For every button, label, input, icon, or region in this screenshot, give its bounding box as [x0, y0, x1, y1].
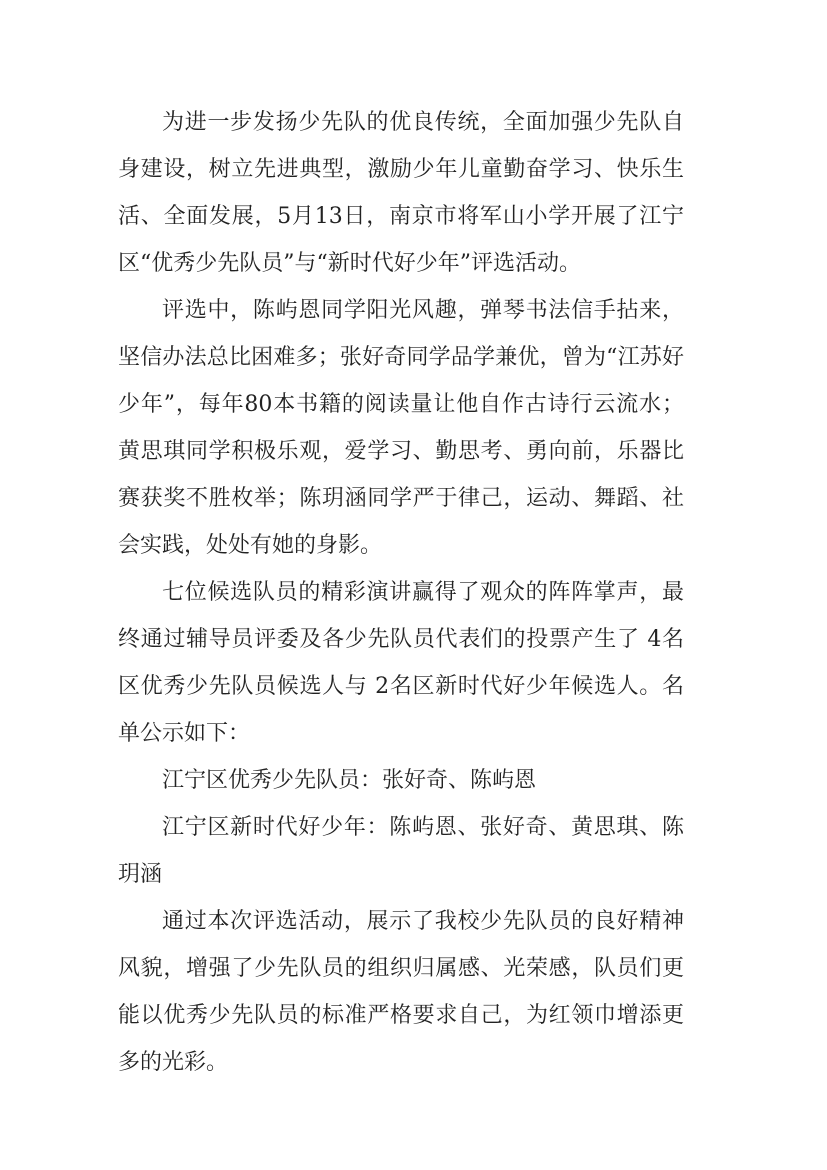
paragraph-list-new-era: 江宁区新时代好少年：陈屿恩、张好奇、黄思琪、陈玥涵 [118, 815, 684, 887]
paragraph-conclusion: 通过本次评选活动，展示了我校少先队员的良好精神风貌，增强了少先队员的组织归属感、光荣感，队员们更能以优秀少先队员的标准严格要求自己，为红领巾增添更多的光彩。 [118, 909, 684, 1075]
paragraph-results: 七位候选队员的精彩演讲赢得了观众的阵阵掌声，最终通过辅导员评委及各少先队员代表们的投票产生了 4名区优秀少先队员候选人与 2名区新时代好少年候选人。名单公示如下： [118, 580, 684, 746]
paragraph-candidates: 评选中，陈屿恩同学阳光风趣，弹琴书法信手拈来，坚信办法总比困难多；张好奇同学品学兼优，曾为“江苏好少年”，每年80本书籍的阅读量让他自作古诗行云流水；黄思琪同学积极乐观，爱学习、勤思考、勇向前，乐器比赛获奖不胜枚举；陈玥涵同学严于律己，运动、舞蹈、社会实践，处处有她的身影。 [118, 298, 684, 558]
paragraph-list-excellent: 江宁区优秀少先队员：张好奇、陈屿恩 [162, 768, 537, 793]
paragraph-intro: 为进一步发扬少先队的优良传统，全面加强少先队自身建设，树立先进典型，激励少年儿童勤奋学习、快乐生活、全面发展，5月13日，南京市将军山小学开展了江宁区“优秀少先队员”与“新时代好少年”评选活动。 [118, 110, 684, 276]
article-body [118, 99, 684, 1086]
